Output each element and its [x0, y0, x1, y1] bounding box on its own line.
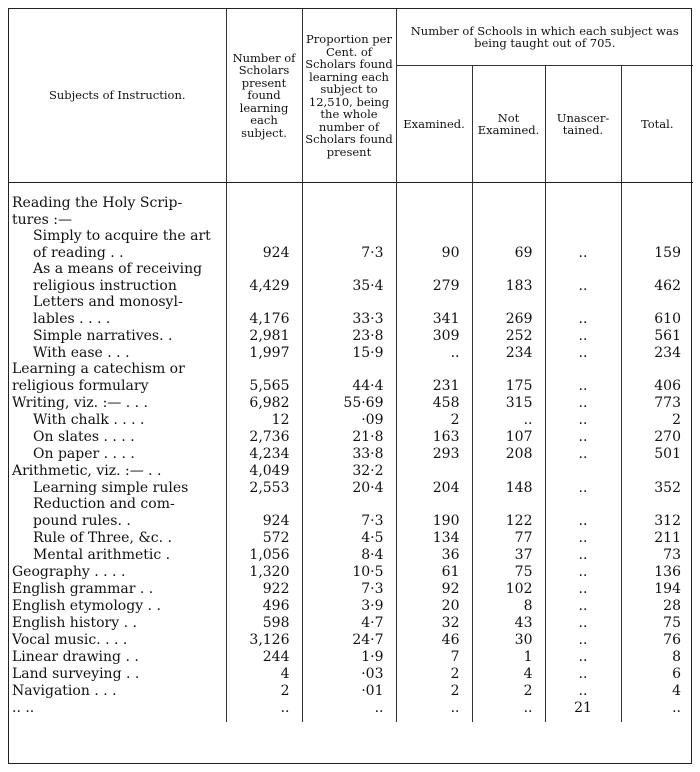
total-cell: 561 — [654, 327, 681, 344]
examined-cell — [396, 183, 472, 229]
proportion-cell: 35·4 — [302, 261, 396, 294]
proportion-cell: ·09 — [302, 411, 396, 428]
scholars-cell: 4,234 — [226, 445, 302, 462]
examined-cell: 309 — [396, 327, 472, 344]
not-examined-cell: 252 — [472, 327, 545, 344]
total-cell: 352 — [654, 479, 681, 496]
total-cell: 312 — [654, 512, 681, 529]
total-cell: 462 — [654, 277, 681, 294]
subject-cell: On paper . . . . — [9, 445, 226, 462]
scholars-cell: 2 — [226, 682, 302, 699]
subject-cell: Reading the Holy Scrip- tures :— — [9, 183, 226, 229]
not-examined-cell: 175 — [472, 361, 545, 394]
examined-cell: 293 — [396, 445, 472, 462]
unascertained-cell — [545, 183, 621, 229]
scholars-cell: 922 — [226, 580, 302, 597]
examined-cell: .. — [396, 699, 472, 722]
examined-cell: 61 — [396, 563, 472, 580]
total-cell: 501 — [654, 445, 681, 462]
examined-cell — [396, 462, 472, 479]
proportion-cell: 20·4 — [302, 479, 396, 496]
unascertained-cell: .. — [545, 428, 621, 445]
not-examined-cell: 208 — [472, 445, 545, 462]
total-cell: 406 — [654, 377, 681, 394]
table-row — [9, 580, 693, 597]
header-subjects: Subjects of Instruction. — [9, 9, 226, 183]
table-row — [9, 462, 693, 479]
total-cell: 211 — [654, 529, 681, 546]
unascertained-cell: .. — [545, 228, 621, 261]
proportion-cell: 21·8 — [302, 428, 396, 445]
proportion-cell: 3·9 — [302, 597, 396, 614]
unascertained-cell: .. — [545, 665, 621, 682]
total-cell: 8 — [672, 648, 681, 665]
unascertained-cell: .. — [545, 261, 621, 294]
unascertained-cell: .. — [545, 580, 621, 597]
subjects-of-instruction-table — [9, 9, 693, 722]
table-row — [9, 183, 693, 229]
table-row — [9, 394, 693, 411]
unascertained-cell: .. — [545, 614, 621, 631]
table-row — [9, 411, 693, 428]
not-examined-cell: .. — [472, 699, 545, 722]
not-examined-cell: 148 — [472, 479, 545, 496]
examined-cell: 163 — [396, 428, 472, 445]
subject-cell: English grammar . . — [9, 580, 226, 597]
examined-cell: 20 — [396, 597, 472, 614]
header-total: Total. — [621, 66, 693, 183]
total-cell: 2 — [672, 411, 681, 428]
scholars-cell: 572 — [226, 529, 302, 546]
examined-cell: 7 — [396, 648, 472, 665]
not-examined-cell: 315 — [472, 394, 545, 411]
subject-cell: Land surveying . . — [9, 665, 226, 682]
subject-cell: Learning simple rules — [9, 479, 226, 496]
not-examined-cell: 4 — [472, 665, 545, 682]
unascertained-cell: .. — [545, 361, 621, 394]
scholars-cell: 4,176 — [226, 294, 302, 327]
scholars-cell: 2,981 — [226, 327, 302, 344]
not-examined-cell: 122 — [472, 496, 545, 529]
proportion-cell: 55·69 — [302, 394, 396, 411]
total-cell: 773 — [654, 394, 681, 411]
not-examined-cell: 269 — [472, 294, 545, 327]
table-row — [9, 428, 693, 445]
not-examined-cell: 43 — [472, 614, 545, 631]
subject-cell: Linear drawing . . — [9, 648, 226, 665]
subject-cell: .. .. — [9, 699, 226, 722]
unascertained-cell: .. — [545, 411, 621, 428]
not-examined-cell: 30 — [472, 631, 545, 648]
unascertained-cell: .. — [545, 597, 621, 614]
scholars-cell: 5,565 — [226, 361, 302, 394]
header-unascertained: Unascer-tained. — [545, 66, 621, 183]
subject-cell: Vocal music. . . . — [9, 631, 226, 648]
scholars-cell: .. — [226, 699, 302, 722]
total-cell: 76 — [663, 631, 681, 648]
unascertained-cell: .. — [545, 529, 621, 546]
proportion-cell: .. — [302, 699, 396, 722]
examined-cell: 134 — [396, 529, 472, 546]
proportion-cell: 4·7 — [302, 614, 396, 631]
not-examined-cell: 183 — [472, 261, 545, 294]
proportion-cell: ·03 — [302, 665, 396, 682]
examined-cell: 341 — [396, 294, 472, 327]
statistics-table-page — [8, 8, 692, 764]
total-cell: 159 — [654, 244, 681, 261]
scholars-cell — [226, 183, 302, 229]
unascertained-cell: .. — [545, 546, 621, 563]
total-cell — [621, 462, 693, 479]
total-cell: 4 — [672, 682, 681, 699]
proportion-cell: 32·2 — [302, 462, 396, 479]
scholars-cell: 4 — [226, 665, 302, 682]
table-row — [9, 294, 693, 327]
table-body — [9, 183, 693, 723]
proportion-cell: 44·4 — [302, 361, 396, 394]
proportion-cell: 23·8 — [302, 327, 396, 344]
not-examined-cell: 1 — [472, 648, 545, 665]
examined-cell: 231 — [396, 361, 472, 394]
total-cell: 234 — [654, 344, 681, 361]
not-examined-cell: 37 — [472, 546, 545, 563]
total-cell: 28 — [663, 597, 681, 614]
not-examined-cell: 8 — [472, 597, 545, 614]
examined-cell: .. — [396, 344, 472, 361]
subject-cell: Mental arithmetic . — [9, 546, 226, 563]
proportion-cell: 33·8 — [302, 445, 396, 462]
total-cell: 73 — [663, 546, 681, 563]
scholars-cell: 6,982 — [226, 394, 302, 411]
examined-cell: 90 — [396, 228, 472, 261]
header-proportion-per-cent: Proportion per Cent. of Scholars found learning each subject to 12,510, being the whole number of Scholars found present — [302, 9, 396, 183]
not-examined-cell: 69 — [472, 228, 545, 261]
unascertained-cell: .. — [545, 445, 621, 462]
proportion-cell: 7·3 — [302, 496, 396, 529]
scholars-cell: 924 — [226, 496, 302, 529]
unascertained-cell: .. — [545, 631, 621, 648]
table-row — [9, 648, 693, 665]
total-cell: 610 — [654, 310, 681, 327]
not-examined-cell: 77 — [472, 529, 545, 546]
examined-cell: 2 — [396, 665, 472, 682]
subject-cell: With chalk . . . . — [9, 411, 226, 428]
unascertained-cell — [545, 462, 621, 479]
total-cell — [621, 183, 693, 229]
table-row — [9, 563, 693, 580]
table-row — [9, 445, 693, 462]
unascertained-cell: .. — [545, 496, 621, 529]
unascertained-cell: .. — [545, 648, 621, 665]
not-examined-cell — [472, 462, 545, 479]
subject-cell: Geography . . . . — [9, 563, 226, 580]
scholars-cell: 2,553 — [226, 479, 302, 496]
table-row — [9, 496, 693, 529]
table-row — [9, 597, 693, 614]
not-examined-cell: .. — [472, 411, 545, 428]
table-row — [9, 479, 693, 496]
scholars-cell: 1,997 — [226, 344, 302, 361]
table-row — [9, 228, 693, 261]
total-cell: 194 — [654, 580, 681, 597]
total-cell: 6 — [672, 665, 681, 682]
scholars-cell: 1,056 — [226, 546, 302, 563]
subject-cell: Simple narratives. . — [9, 327, 226, 344]
unascertained-cell: .. — [545, 394, 621, 411]
examined-cell: 32 — [396, 614, 472, 631]
scholars-cell: 1,320 — [226, 563, 302, 580]
table-row — [9, 327, 693, 344]
scholars-cell: 496 — [226, 597, 302, 614]
unascertained-cell: .. — [545, 327, 621, 344]
subject-cell: English etymology . . — [9, 597, 226, 614]
examined-cell: 204 — [396, 479, 472, 496]
header-schools-group: Number of Schools in which each subject was being taught out of 705. — [396, 9, 693, 66]
total-cell: 136 — [654, 563, 681, 580]
examined-cell: 2 — [396, 411, 472, 428]
proportion-cell — [302, 183, 396, 229]
scholars-cell: 244 — [226, 648, 302, 665]
subject-cell: Arithmetic, viz. :— . . — [9, 462, 226, 479]
subject-cell: Navigation . . . — [9, 682, 226, 699]
table-row — [9, 665, 693, 682]
scholars-cell: 3,126 — [226, 631, 302, 648]
examined-cell: 458 — [396, 394, 472, 411]
total-cell: 75 — [663, 614, 681, 631]
total-cell: .. — [672, 699, 681, 716]
header-examined: Examined. — [396, 66, 472, 183]
not-examined-cell — [472, 183, 545, 229]
unascertained-cell: .. — [545, 563, 621, 580]
scholars-cell: 2,736 — [226, 428, 302, 445]
examined-cell: 36 — [396, 546, 472, 563]
table-row — [9, 546, 693, 563]
proportion-cell: 8·4 — [302, 546, 396, 563]
proportion-cell: 7·3 — [302, 228, 396, 261]
unascertained-cell: .. — [545, 682, 621, 699]
subject-cell: Reduction and com- pound rules. . — [9, 496, 226, 529]
examined-cell: 279 — [396, 261, 472, 294]
header-number-of-scholars: Number of Scholars present found learning each subject. — [226, 9, 302, 183]
unascertained-cell: .. — [545, 344, 621, 361]
table-row — [9, 631, 693, 648]
total-cell: 270 — [654, 428, 681, 445]
subject-cell: With ease . . . — [9, 344, 226, 361]
subject-cell: Writing, viz. :— . . . — [9, 394, 226, 411]
subject-cell: Simply to acquire the art of reading . . — [9, 228, 226, 261]
scholars-cell: 12 — [226, 411, 302, 428]
subject-cell: On slates . . . . — [9, 428, 226, 445]
proportion-cell: 7·3 — [302, 580, 396, 597]
unascertained-cell: .. — [545, 479, 621, 496]
subject-cell: Rule of Three, &c. . — [9, 529, 226, 546]
table-row — [9, 699, 693, 722]
table-row — [9, 361, 693, 394]
not-examined-cell: 107 — [472, 428, 545, 445]
not-examined-cell: 234 — [472, 344, 545, 361]
not-examined-cell: 75 — [472, 563, 545, 580]
table-row — [9, 344, 693, 361]
scholars-cell: 4,049 — [226, 462, 302, 479]
not-examined-cell: 102 — [472, 580, 545, 597]
proportion-cell: 24·7 — [302, 631, 396, 648]
unascertained-cell: 21 — [545, 699, 621, 722]
proportion-cell: 15·9 — [302, 344, 396, 361]
proportion-cell: 10·5 — [302, 563, 396, 580]
table-row — [9, 261, 693, 294]
subject-cell: As a means of receiving religious instruction — [9, 261, 226, 294]
not-examined-cell: 2 — [472, 682, 545, 699]
header-not-examined: Not Examined. — [472, 66, 545, 183]
examined-cell: 2 — [396, 682, 472, 699]
unascertained-cell: .. — [545, 294, 621, 327]
proportion-cell: 33·3 — [302, 294, 396, 327]
subject-cell: Learning a catechism or religious formulary — [9, 361, 226, 394]
subject-cell: English history . . — [9, 614, 226, 631]
scholars-cell: 4,429 — [226, 261, 302, 294]
table-row — [9, 614, 693, 631]
table-row — [9, 682, 693, 699]
table-row — [9, 529, 693, 546]
scholars-cell: 924 — [226, 228, 302, 261]
proportion-cell: 1·9 — [302, 648, 396, 665]
examined-cell: 92 — [396, 580, 472, 597]
scholars-cell: 598 — [226, 614, 302, 631]
subject-cell: Letters and monosyl- lables . . . . — [9, 294, 226, 327]
examined-cell: 46 — [396, 631, 472, 648]
examined-cell: 190 — [396, 496, 472, 529]
proportion-cell: ·01 — [302, 682, 396, 699]
proportion-cell: 4·5 — [302, 529, 396, 546]
